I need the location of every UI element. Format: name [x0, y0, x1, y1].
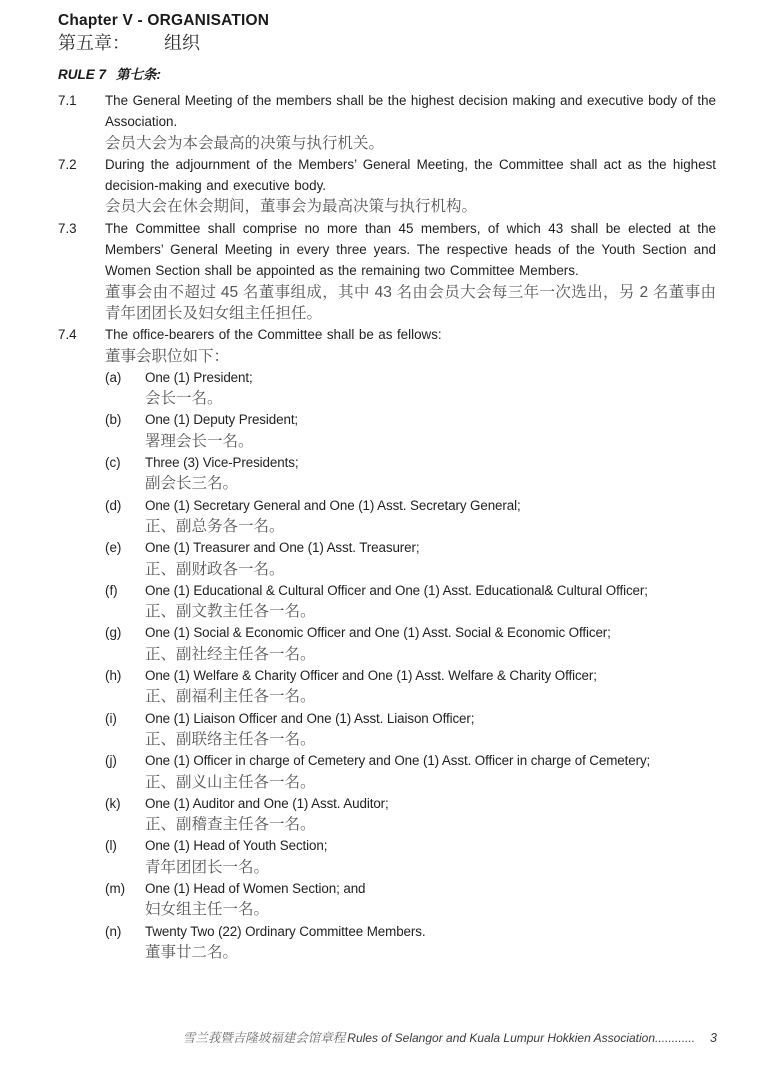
- subitem-row: [105, 835, 716, 878]
- subitem-row: [105, 750, 716, 793]
- subitem-text-zh: 正、副稽查主任各一名。: [145, 816, 316, 834]
- subitem-letter: (j): [105, 753, 117, 769]
- subitem-text-en: One (1) Head of Youth Section;: [145, 838, 328, 854]
- subitem-letter: (d): [105, 497, 122, 513]
- subitem-row: [105, 878, 716, 921]
- subitem-text-en: One (1) Social & Economic Officer and One (1) Asst. Social & Economic Officer;: [145, 625, 611, 641]
- subitem-text-en: Twenty Two (22) Ordinary Committee Members.: [145, 923, 426, 939]
- subitem-body: [145, 537, 716, 580]
- subitem-row: [105, 367, 716, 410]
- chapter-title-zh-label: 第五章：: [58, 33, 130, 53]
- subitem-body: [145, 367, 716, 410]
- subitem-body: [145, 452, 716, 495]
- clause-row: [58, 90, 716, 154]
- clause-text-zh: 董事会职位如下：: [105, 347, 230, 365]
- subitem-body: [145, 750, 716, 793]
- clause-number: 7.4: [58, 327, 77, 343]
- clause-number: 7.2: [58, 156, 77, 172]
- subitem-row: [105, 409, 716, 452]
- subitem-letter: (a): [105, 369, 122, 385]
- subitem-letter: (h): [105, 668, 122, 684]
- subitem-list: [105, 367, 716, 963]
- subitem-body: [145, 580, 716, 623]
- subitem-row: [105, 580, 716, 623]
- page-footer: [183, 1028, 717, 1046]
- subitem-text-en: Three (3) Vice-Presidents;: [145, 455, 299, 471]
- subitem-body: [145, 495, 716, 538]
- subitem-letter: (i): [105, 710, 117, 726]
- subitem-text-zh: 正、副福利主任各一名。: [145, 688, 316, 706]
- subitem-text-en: One (1) Treasurer and One (1) Asst. Treasurer;: [145, 540, 420, 556]
- clause-body: [105, 324, 716, 963]
- clause-text-zh: 会员大会为本会最高的决策与执行机关。: [105, 134, 385, 152]
- subitem-row: [105, 495, 716, 538]
- subitem-letter: (c): [105, 455, 121, 471]
- subitem-text-en: One (1) Head of Women Section; and: [145, 880, 366, 896]
- subitem-letter: (b): [105, 412, 122, 428]
- clause-text-zh: 董事会由不超过 45 名董事组成，其中 43 名由会员大会每三年一次选出，另 2 名董事由青年团团长及妇女组主任担任。: [105, 283, 716, 322]
- chapter-title-zh: [58, 31, 716, 56]
- subitem-text-zh: 正、副文教主任各一名。: [145, 603, 316, 621]
- subitem-text-en: One (1) Educational & Cultural Officer and One (1) Asst. Educational& Cultural Officer;: [145, 582, 648, 598]
- subitem-text-zh: 正、副财政各一名。: [145, 560, 285, 578]
- chapter-title-zh-value: 组织: [164, 33, 200, 53]
- footer-title-zh: 雪兰莪暨吉隆坡福建会馆章程: [182, 1031, 346, 1045]
- subitem-text-zh: 副会长三名。: [145, 475, 239, 493]
- page-number: 3: [710, 1031, 717, 1045]
- clause-body: [105, 154, 716, 218]
- clause-text-zh: 会员大会在休会期间，董事会为最高决策与执行机构。: [105, 198, 478, 216]
- clauses-list: [58, 90, 716, 963]
- subitem-row: [105, 622, 716, 665]
- clause-body: [105, 218, 716, 324]
- subitem-body: [145, 793, 716, 836]
- subitem-text-en: One (1) Auditor and One (1) Asst. Auditor;: [145, 795, 389, 811]
- subitem-body: [145, 921, 716, 964]
- subitem-text-en: One (1) President;: [145, 369, 253, 385]
- subitem-letter: (k): [105, 795, 121, 811]
- clause-row: [58, 218, 716, 324]
- clause-text-en: During the adjournment of the Members’ General Meeting, the Committee shall act as the highest decision-making and executive body.: [105, 156, 716, 194]
- subitem-body: [145, 835, 716, 878]
- subitem-body: [145, 665, 716, 708]
- clause-row: [58, 324, 716, 963]
- subitem-body: [145, 409, 716, 452]
- subitem-letter: (n): [105, 923, 122, 939]
- subitem-letter: (e): [105, 540, 122, 556]
- subitem-letter: (m): [105, 880, 126, 896]
- chapter-title-en: Chapter V - ORGANISATION: [58, 12, 270, 29]
- subitem-row: [105, 793, 716, 836]
- subitem-row: [105, 665, 716, 708]
- subitem-row: [105, 452, 716, 495]
- subitem-text-en: One (1) Welfare & Charity Officer and One (1) Asst. Welfare & Charity Officer;: [145, 668, 597, 684]
- clause-row: [58, 154, 716, 218]
- subitem-letter: (g): [105, 625, 122, 641]
- subitem-text-zh: 正、副义山主任各一名。: [145, 773, 316, 791]
- subitem-text-zh: 青年团团长一名。: [145, 858, 270, 876]
- subitem-text-zh: 董事廿二名。: [145, 943, 239, 961]
- subitem-body: [145, 622, 716, 665]
- subitem-text-zh: 妇女组主任一名。: [145, 901, 270, 919]
- subitem-row: [105, 921, 716, 964]
- subitem-text-en: One (1) Liaison Officer and One (1) Asst. Liaison Officer;: [145, 710, 475, 726]
- subitem-text-en: One (1) Deputy President;: [145, 412, 299, 428]
- subitem-row: [105, 537, 716, 580]
- clause-number: 7.1: [58, 93, 77, 108]
- subitem-text-en: One (1) Secretary General and One (1) Asst. Secretary General;: [145, 497, 521, 513]
- subitem-letter: (l): [105, 838, 117, 854]
- clause-body: [105, 90, 716, 154]
- footer-title-en: Rules of Selangor and Kuala Lumpur Hokkien Association............: [347, 1031, 696, 1045]
- clause-text-en: The General Meeting of the members shall be the highest decision making and executive body of the Association.: [105, 93, 716, 130]
- subitem-body: [145, 708, 716, 751]
- subitem-text-zh: 会长一名。: [145, 390, 223, 408]
- clause-text-en: The Committee shall comprise no more than 45 members, of which 43 shall be elected at the Members’ General Meeting in every three years. The respective heads of the Youth Section and Women Section shall be appointed as the remaining two Committee Members.: [105, 220, 716, 279]
- rule-label-en: RULE 7: [58, 67, 107, 82]
- subitem-text-zh: 正、副联络主任各一名。: [145, 730, 316, 748]
- subitem-body: [145, 878, 716, 921]
- subitem-text-zh: 署理会长一名。: [145, 432, 254, 450]
- subitem-row: [105, 708, 716, 751]
- subitem-text-zh: 正、副总务各一名。: [145, 517, 285, 535]
- clause-text-en: The office-bearers of the Committee shall be as fellows:: [105, 327, 442, 343]
- clause-number: 7.3: [58, 220, 77, 236]
- subitem-text-zh: 正、副社经主任各一名。: [145, 645, 316, 663]
- subitem-letter: (f): [105, 582, 118, 598]
- rule-heading: [58, 65, 716, 85]
- rule-label-zh: 第七条:: [116, 67, 162, 82]
- subitem-text-en: One (1) Officer in charge of Cemetery and One (1) Asst. Officer in charge of Cemetery;: [145, 753, 651, 769]
